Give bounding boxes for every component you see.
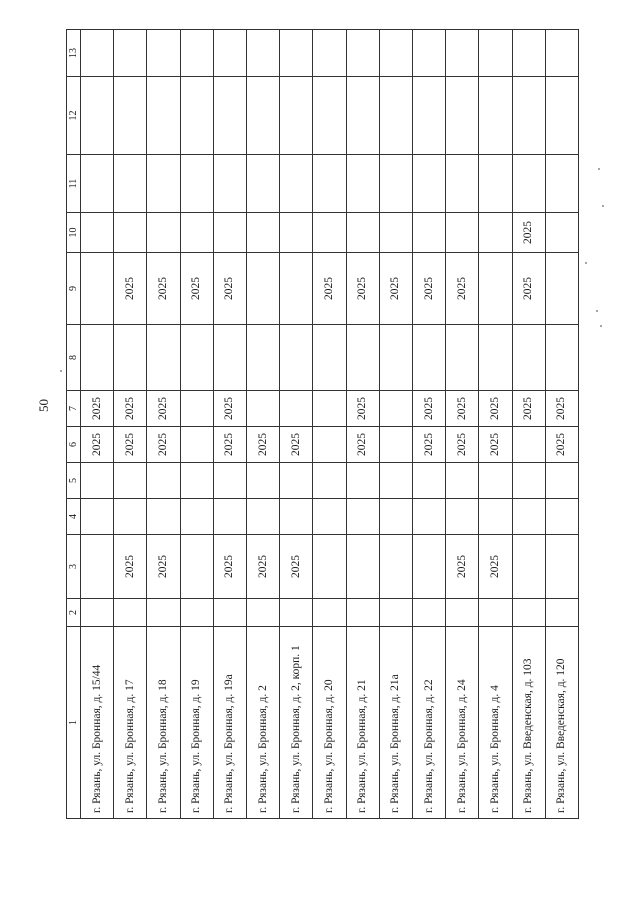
address-cell: г. Рязань, ул. Бронная, д. 2, корп. 1 <box>280 627 313 819</box>
address-cell: г. Рязань, ул. Введенская, д. 120 <box>545 627 578 819</box>
year-cell <box>412 535 445 599</box>
table-row <box>545 30 578 819</box>
scan-speck <box>596 310 598 312</box>
year-cell <box>346 599 379 627</box>
year-cell <box>446 155 479 213</box>
year-cell <box>545 463 578 499</box>
year-cell: 2025 <box>545 391 578 427</box>
year-cell <box>81 155 114 213</box>
year-cell <box>81 599 114 627</box>
year-cell <box>247 77 280 155</box>
year-cell <box>114 155 147 213</box>
address-cell: г. Рязань, ул. Бронная, д. 22 <box>412 627 445 819</box>
year-cell <box>213 77 246 155</box>
year-cell <box>247 325 280 391</box>
year-cell <box>545 213 578 253</box>
year-cell <box>147 30 180 77</box>
year-cell <box>313 599 346 627</box>
year-cell <box>213 463 246 499</box>
year-cell: 2025 <box>81 391 114 427</box>
year-cell: 2025 <box>313 253 346 325</box>
year-cell <box>313 427 346 463</box>
address-cell: г. Рязань, ул. Введенская, д. 103 <box>512 627 545 819</box>
year-cell: 2025 <box>545 427 578 463</box>
year-cell: 2025 <box>180 253 213 325</box>
year-cell <box>379 213 412 253</box>
year-cell <box>545 535 578 599</box>
year-cell <box>545 253 578 325</box>
year-cell <box>412 77 445 155</box>
year-cell <box>280 499 313 535</box>
table-row <box>446 30 479 819</box>
table-row <box>313 30 346 819</box>
table-row <box>114 30 147 819</box>
year-cell: 2025 <box>247 427 280 463</box>
year-cell: 2025 <box>446 253 479 325</box>
column-header: 13 <box>67 30 81 77</box>
year-cell <box>446 325 479 391</box>
year-cell <box>114 77 147 155</box>
year-cell <box>313 535 346 599</box>
column-header: 8 <box>67 325 81 391</box>
table-row <box>379 30 412 819</box>
year-cell <box>346 535 379 599</box>
year-cell <box>180 499 213 535</box>
year-cell: 2025 <box>346 253 379 325</box>
column-header: 12 <box>67 77 81 155</box>
year-cell <box>479 213 512 253</box>
year-cell <box>545 325 578 391</box>
year-cell <box>280 77 313 155</box>
year-cell <box>213 325 246 391</box>
header-row <box>67 30 81 819</box>
year-cell <box>512 325 545 391</box>
year-cell <box>280 463 313 499</box>
table-row <box>280 30 313 819</box>
column-header: 9 <box>67 253 81 325</box>
year-cell <box>247 391 280 427</box>
year-cell <box>313 213 346 253</box>
address-cell: г. Рязань, ул. Бронная, д. 2 <box>247 627 280 819</box>
year-cell <box>114 599 147 627</box>
year-cell: 2025 <box>147 535 180 599</box>
year-cell <box>512 427 545 463</box>
year-cell <box>247 155 280 213</box>
year-cell <box>379 535 412 599</box>
scan-speck <box>600 325 602 327</box>
year-cell <box>213 499 246 535</box>
table-row <box>247 30 280 819</box>
year-cell <box>114 325 147 391</box>
scan-speck <box>598 168 600 170</box>
column-header: 4 <box>67 499 81 535</box>
year-cell <box>114 499 147 535</box>
year-cell <box>180 599 213 627</box>
year-cell <box>180 391 213 427</box>
address-cell: г. Рязань, ул. Бронная, д. 4 <box>479 627 512 819</box>
year-cell <box>545 155 578 213</box>
address-cell: г. Рязань, ул. Бронная, д. 18 <box>147 627 180 819</box>
year-cell <box>313 391 346 427</box>
year-cell: 2025 <box>479 427 512 463</box>
year-cell <box>412 30 445 77</box>
column-header: 5 <box>67 463 81 499</box>
year-cell: 2025 <box>479 535 512 599</box>
year-cell <box>479 325 512 391</box>
year-cell <box>180 213 213 253</box>
year-cell: 2025 <box>114 427 147 463</box>
address-cell: г. Рязань, ул. Бронная, д. 21 <box>346 627 379 819</box>
year-cell: 2025 <box>280 535 313 599</box>
year-cell: 2025 <box>379 253 412 325</box>
year-cell: 2025 <box>247 535 280 599</box>
year-cell <box>512 77 545 155</box>
year-cell <box>313 463 346 499</box>
year-cell <box>479 499 512 535</box>
year-cell: 2025 <box>147 427 180 463</box>
rotated-table-container <box>66 30 579 819</box>
year-cell <box>180 155 213 213</box>
table-row <box>213 30 246 819</box>
year-cell <box>280 30 313 77</box>
year-cell <box>147 213 180 253</box>
year-cell <box>114 463 147 499</box>
year-cell: 2025 <box>147 391 180 427</box>
year-cell <box>479 155 512 213</box>
year-cell <box>81 325 114 391</box>
year-cell <box>545 599 578 627</box>
year-cell <box>412 599 445 627</box>
year-cell: 2025 <box>114 535 147 599</box>
year-cell <box>512 30 545 77</box>
year-cell <box>346 77 379 155</box>
table-row <box>180 30 213 819</box>
year-cell <box>412 213 445 253</box>
table-body <box>67 30 579 819</box>
year-cell <box>346 155 379 213</box>
year-cell <box>313 77 346 155</box>
address-cell: г. Рязань, ул. Бронная, д. 19а <box>213 627 246 819</box>
address-cell: г. Рязань, ул. Бронная, д. 17 <box>114 627 147 819</box>
address-cell: г. Рязань, ул. Бронная, д. 21а <box>379 627 412 819</box>
year-cell <box>346 463 379 499</box>
year-cell <box>313 325 346 391</box>
year-cell <box>412 463 445 499</box>
column-header: 2 <box>67 599 81 627</box>
year-cell: 2025 <box>213 535 246 599</box>
scan-speck <box>602 205 604 207</box>
year-cell <box>213 213 246 253</box>
year-cell <box>379 30 412 77</box>
year-cell <box>213 599 246 627</box>
address-cell: г. Рязань, ул. Бронная, д. 19 <box>180 627 213 819</box>
year-cell <box>446 463 479 499</box>
year-cell <box>247 253 280 325</box>
year-cell <box>313 155 346 213</box>
year-cell <box>446 30 479 77</box>
year-cell <box>180 535 213 599</box>
year-cell <box>446 499 479 535</box>
address-cell: г. Рязань, ул. Бронная, д. 24 <box>446 627 479 819</box>
column-header: 6 <box>67 427 81 463</box>
year-cell <box>379 599 412 627</box>
year-cell <box>545 30 578 77</box>
scan-speck <box>60 370 62 372</box>
year-cell: 2025 <box>412 253 445 325</box>
year-cell <box>512 599 545 627</box>
year-cell: 2025 <box>147 253 180 325</box>
year-cell <box>412 155 445 213</box>
year-cell <box>379 463 412 499</box>
year-cell <box>280 253 313 325</box>
year-cell <box>479 599 512 627</box>
year-cell <box>346 30 379 77</box>
year-cell <box>379 391 412 427</box>
year-cell <box>346 499 379 535</box>
year-cell: 2025 <box>213 427 246 463</box>
year-cell <box>446 599 479 627</box>
year-cell <box>379 77 412 155</box>
year-cell <box>81 499 114 535</box>
column-header: 10 <box>67 213 81 253</box>
year-cell <box>479 30 512 77</box>
year-cell: 2025 <box>412 391 445 427</box>
year-cell <box>479 253 512 325</box>
year-cell <box>545 499 578 535</box>
year-cell <box>379 325 412 391</box>
year-cell <box>512 499 545 535</box>
page-number: 50 <box>36 399 51 412</box>
table-row <box>81 30 114 819</box>
year-cell <box>147 463 180 499</box>
year-cell <box>412 325 445 391</box>
scan-speck <box>585 262 587 264</box>
year-cell <box>81 77 114 155</box>
year-cell <box>280 599 313 627</box>
address-cell: г. Рязань, ул. Бронная, д. 20 <box>313 627 346 819</box>
year-cell <box>479 77 512 155</box>
year-cell <box>446 213 479 253</box>
column-header: 3 <box>67 535 81 599</box>
year-cell <box>147 77 180 155</box>
year-cell <box>180 325 213 391</box>
column-header: 7 <box>67 391 81 427</box>
year-cell <box>379 155 412 213</box>
year-cell: 2025 <box>346 427 379 463</box>
year-cell <box>147 499 180 535</box>
year-cell <box>280 391 313 427</box>
year-cell <box>346 213 379 253</box>
year-cell <box>147 325 180 391</box>
year-cell <box>81 253 114 325</box>
year-cell: 2025 <box>512 213 545 253</box>
year-cell: 2025 <box>213 391 246 427</box>
year-cell <box>346 325 379 391</box>
year-cell: 2025 <box>346 391 379 427</box>
year-cell <box>247 599 280 627</box>
year-cell: 2025 <box>114 391 147 427</box>
year-cell <box>412 499 445 535</box>
year-cell <box>81 463 114 499</box>
table-row <box>512 30 545 819</box>
year-cell <box>379 427 412 463</box>
year-cell <box>280 213 313 253</box>
year-cell <box>545 77 578 155</box>
year-cell <box>512 463 545 499</box>
year-cell: 2025 <box>479 391 512 427</box>
year-cell <box>213 155 246 213</box>
year-cell <box>379 499 412 535</box>
year-cell <box>114 213 147 253</box>
year-cell: 2025 <box>446 535 479 599</box>
year-cell <box>180 30 213 77</box>
year-cell <box>446 77 479 155</box>
year-cell <box>147 155 180 213</box>
year-cell <box>180 77 213 155</box>
table-row <box>346 30 379 819</box>
year-cell <box>313 499 346 535</box>
year-cell <box>512 535 545 599</box>
year-cell: 2025 <box>114 253 147 325</box>
year-cell <box>180 463 213 499</box>
year-cell <box>81 30 114 77</box>
year-cell <box>81 213 114 253</box>
year-cell: 2025 <box>412 427 445 463</box>
year-cell <box>114 30 147 77</box>
table-row <box>147 30 180 819</box>
year-cell <box>247 213 280 253</box>
column-header: 11 <box>67 155 81 213</box>
year-cell <box>81 535 114 599</box>
year-cell <box>247 463 280 499</box>
year-cell <box>479 463 512 499</box>
year-cell: 2025 <box>512 253 545 325</box>
year-cell <box>280 325 313 391</box>
table-row <box>479 30 512 819</box>
column-header: 1 <box>67 627 81 819</box>
year-cell: 2025 <box>81 427 114 463</box>
year-cell <box>247 30 280 77</box>
address-cell: г. Рязань, ул. Бронная, д. 15/44 <box>81 627 114 819</box>
table-row <box>412 30 445 819</box>
year-cell <box>247 499 280 535</box>
year-cell: 2025 <box>213 253 246 325</box>
schedule-table <box>66 29 579 819</box>
year-cell: 2025 <box>280 427 313 463</box>
year-cell <box>313 30 346 77</box>
year-cell <box>213 30 246 77</box>
year-cell <box>280 155 313 213</box>
year-cell <box>512 155 545 213</box>
year-cell: 2025 <box>446 427 479 463</box>
year-cell: 2025 <box>512 391 545 427</box>
year-cell <box>180 427 213 463</box>
year-cell <box>147 599 180 627</box>
year-cell: 2025 <box>446 391 479 427</box>
